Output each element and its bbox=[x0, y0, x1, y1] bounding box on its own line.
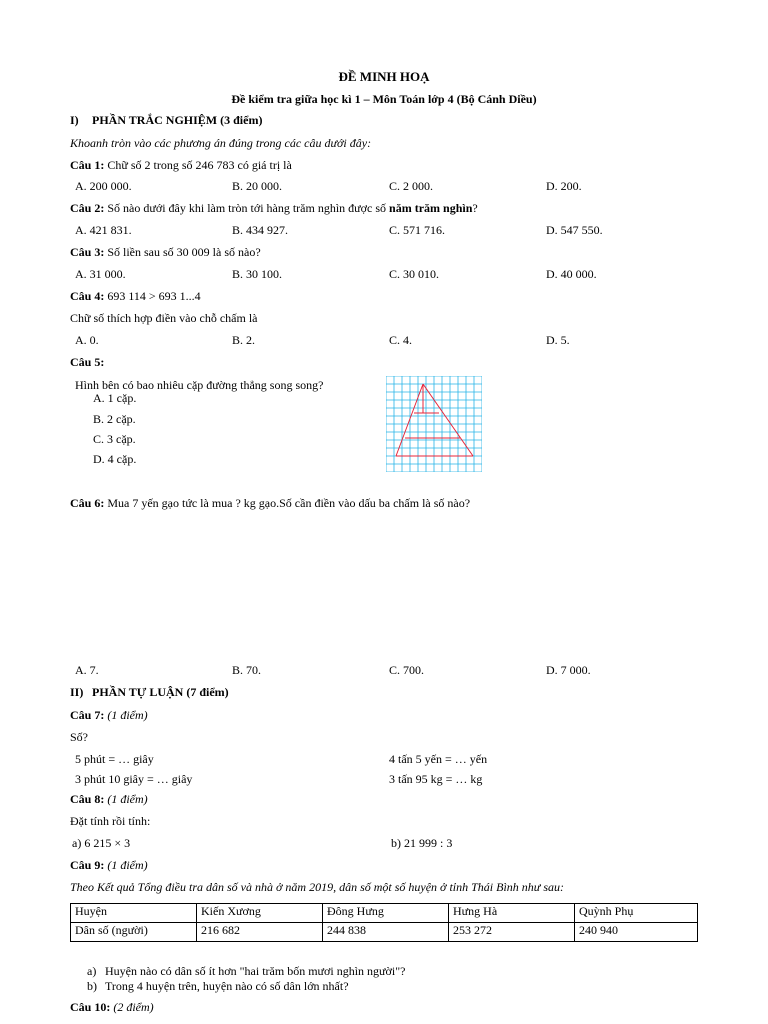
q3-text: Số liền sau số 30 009 là số nào? bbox=[104, 245, 261, 259]
table-cell: 216 682 bbox=[197, 923, 323, 942]
q4-line2: Chữ số thích hợp điền vào chỗ chấm là bbox=[70, 311, 258, 325]
part2-heading: PHẦN TỰ LUẬN (7 điểm) bbox=[92, 685, 229, 699]
q2-text: Số nào dưới đây khi làm tròn tới hàng trăm nghìn được số bbox=[104, 201, 390, 215]
table-cell: Đông Hưng bbox=[323, 904, 449, 923]
q10-points: (2 điểm) bbox=[110, 1000, 154, 1014]
triangle-segment bbox=[423, 384, 473, 456]
table-cell: 253 272 bbox=[449, 923, 575, 942]
q8-label: Câu 8: bbox=[70, 792, 105, 806]
q1-option-a[interactable]: A. 200 000. bbox=[75, 179, 132, 193]
q8-item-a: a) 6 215 × 3 bbox=[72, 836, 131, 850]
q3-option-c[interactable]: C. 30 010. bbox=[389, 267, 440, 281]
q6-question bbox=[70, 496, 470, 510]
q9-sub-b-marker: b) bbox=[87, 979, 97, 993]
table-header-row bbox=[71, 904, 698, 923]
q4-option-d[interactable]: D. 5. bbox=[546, 333, 570, 347]
q2-text-bold: năm trăm nghìn bbox=[389, 201, 473, 215]
q5-figure bbox=[386, 376, 482, 472]
q1-text: Chữ số 2 trong số 246 783 có giá trị là bbox=[104, 158, 292, 172]
q4-text: 693 114 > 693 1...4 bbox=[104, 289, 201, 303]
q5-option-d[interactable]: D. 4 cặp. bbox=[93, 452, 137, 466]
q5-option-b[interactable]: B. 2 cặp. bbox=[93, 412, 136, 426]
q1-option-d[interactable]: D. 200. bbox=[546, 179, 582, 193]
q9-intro: Theo Kết quả Tổng điều tra dân số và nhà ở năm 2019, dân số một số huyện ở tỉnh Thái Bình như sau: bbox=[70, 880, 565, 894]
q7-question bbox=[70, 708, 148, 722]
q7-item-1: 5 phút = … giây bbox=[75, 752, 154, 766]
q3-option-b[interactable]: B. 30 100. bbox=[232, 267, 283, 281]
page-title: ĐỀ MINH HOẠ bbox=[338, 69, 430, 84]
q3-option-a[interactable]: A. 31 000. bbox=[75, 267, 126, 281]
q7-item-4: 3 tấn 95 kg = … kg bbox=[389, 772, 483, 786]
q7-points: (1 điểm) bbox=[104, 708, 148, 722]
table-cell: Huyện bbox=[71, 904, 197, 923]
q4-option-a[interactable]: A. 0. bbox=[75, 333, 99, 347]
q6-option-d[interactable]: D. 7 000. bbox=[546, 663, 591, 677]
q10-label: Câu 10: bbox=[70, 1000, 111, 1014]
q5-label: Câu 5: bbox=[70, 355, 105, 369]
q9-label: Câu 9: bbox=[70, 858, 105, 872]
q10-question bbox=[70, 1000, 154, 1014]
q5-triangle bbox=[396, 384, 473, 456]
table-cell: Hưng Hà bbox=[449, 904, 575, 923]
q5-grid bbox=[386, 376, 482, 472]
q4-question bbox=[70, 289, 201, 303]
q1-question bbox=[70, 158, 292, 172]
q9-sub-a-text: Huyện nào có dân số ít hơn "hai trăm bốn mươi nghìn người"? bbox=[105, 964, 406, 978]
triangle-segment bbox=[396, 384, 423, 456]
table-cell: Dân số (người) bbox=[71, 923, 197, 942]
q7-prompt: Số? bbox=[70, 730, 88, 744]
population-table bbox=[70, 903, 698, 942]
q8-points: (1 điểm) bbox=[104, 792, 148, 806]
q8-question bbox=[70, 792, 148, 806]
q9-points: (1 điểm) bbox=[104, 858, 148, 872]
q6-option-b[interactable]: B. 70. bbox=[232, 663, 262, 677]
q1-option-b[interactable]: B. 20 000. bbox=[232, 179, 283, 193]
part1-number: I) bbox=[70, 113, 79, 127]
q2-option-c[interactable]: C. 571 716. bbox=[389, 223, 446, 237]
q3-question bbox=[70, 245, 261, 259]
q5-option-a[interactable]: A. 1 cặp. bbox=[93, 391, 137, 405]
q3-label: Câu 3: bbox=[70, 245, 105, 259]
q5-text: Hình bên có bao nhiêu cặp đường thẳng song song? bbox=[75, 378, 324, 392]
table-cell: 244 838 bbox=[323, 923, 449, 942]
q4-label: Câu 4: bbox=[70, 289, 105, 303]
q2-option-a[interactable]: A. 421 831. bbox=[75, 223, 132, 237]
part1-heading: PHẦN TRẮC NGHIỆM (3 điểm) bbox=[92, 113, 263, 127]
q6-option-c[interactable]: C. 700. bbox=[389, 663, 425, 677]
q5-option-c[interactable]: C. 3 cặp. bbox=[93, 432, 136, 446]
table-cell: Quỳnh Phụ bbox=[575, 904, 698, 923]
q2-option-b[interactable]: B. 434 927. bbox=[232, 223, 289, 237]
q6-text: Mua 7 yến gạo tức là mua ? kg gạo.Số cần điền vào dấu ba chấm là số nào? bbox=[104, 496, 471, 510]
table-cell: 240 940 bbox=[575, 923, 698, 942]
q4-option-b[interactable]: B. 2. bbox=[232, 333, 256, 347]
q4-option-c[interactable]: C. 4. bbox=[389, 333, 413, 347]
part1-instruction: Khoanh tròn vào các phương án đúng trong các câu dưới đây: bbox=[70, 136, 372, 150]
q2-label: Câu 2: bbox=[70, 201, 105, 215]
q7-label: Câu 7: bbox=[70, 708, 105, 722]
q3-option-d[interactable]: D. 40 000. bbox=[546, 267, 597, 281]
q6-label: Câu 6: bbox=[70, 496, 105, 510]
part2-number: II) bbox=[70, 685, 84, 699]
q6-option-a[interactable]: A. 7. bbox=[75, 663, 99, 677]
q1-label: Câu 1: bbox=[70, 158, 105, 172]
q9-sub-a-marker: a) bbox=[87, 964, 97, 978]
q9-sub-b-text: Trong 4 huyện trên, huyện nào có số dân lớn nhất? bbox=[105, 979, 349, 993]
q7-item-2: 4 tấn 5 yến = … yến bbox=[389, 752, 488, 766]
q1-option-c[interactable]: C. 2 000. bbox=[389, 179, 434, 193]
page-subtitle: Đề kiểm tra giữa học kì 1 – Môn Toán lớp 4 (Bộ Cánh Diều) bbox=[231, 92, 537, 106]
q2-option-d[interactable]: D. 547 550. bbox=[546, 223, 603, 237]
q8-prompt: Đặt tính rồi tính: bbox=[70, 814, 151, 828]
q8-item-b: b) 21 999 : 3 bbox=[391, 836, 453, 850]
table-row bbox=[71, 923, 698, 942]
q2-question bbox=[70, 201, 478, 215]
q7-item-3: 3 phút 10 giây = … giây bbox=[75, 772, 193, 786]
q2-text-end: ? bbox=[472, 201, 478, 215]
q9-question bbox=[70, 858, 148, 872]
table-cell: Kiến Xương bbox=[197, 904, 323, 923]
